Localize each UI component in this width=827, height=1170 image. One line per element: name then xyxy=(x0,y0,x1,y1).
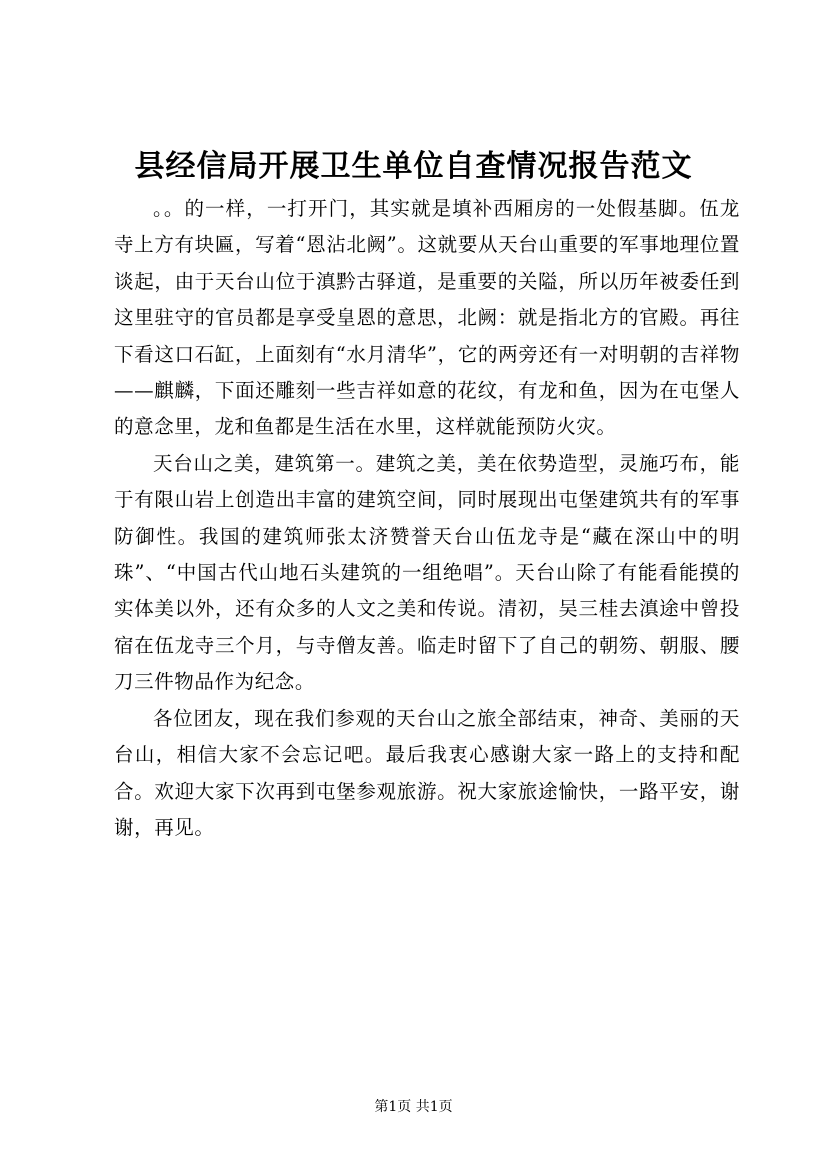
document-title: 县经信局开展卫生单位自查情况报告范文 xyxy=(134,149,693,184)
body-paragraph-2: 天台山之美，建筑第一。建筑之美，美在依势造型，灵施巧布，能于有限山岩上创造出丰富的建筑空间，同时展现出屯堡建筑共有的军事防御性。我国的建筑师张太济赞誉天台山伍龙寺是“藏在深山中的明珠”、“中国古代山地石头建筑的一组绝唱”。天台山除了有能看能摸的实体美以外，还有众多的人文之美和传说。清初，吴三桂去滇途中曾投宿在伍龙寺三个月，与寺僧友善。临走时留下了自己的朝笏、朝服、腰刀三件物品作为纪念。 xyxy=(114,451,740,694)
page-number-footer: 第1页 共1页 xyxy=(374,1099,453,1115)
body-paragraph-3: 各位团友，现在我们参观的天台山之旅全部结束，神奇、美丽的天台山，相信大家不会忘记吧。最后我衷心感谢大家一路上的支持和配合。欢迎大家下次再到屯堡参观旅游。祝大家旅途愉快，一路平安，谢谢，再见。 xyxy=(114,706,740,839)
body-paragraph-1: 。。的一样，一打开门，其实就是填补西厢房的一处假基脚。伍龙寺上方有块匾，写着“恩沾北阙”。这就要从天台山重要的军事地理位置谈起，由于天台山位于滇黔古驿道，是重要的关隘，所以历年被委任到这里驻守的官员都是享受皇恩的意思，北阙：就是指北方的官殿。再往下看这口石缸，上面刻有“水月清华”，它的两旁还有一对明朝的吉祥物——麒麟，下面还雕刻一些吉祥如意的花纹，有龙和鱼，因为在屯堡人的意念里，龙和鱼都是生活在水里，这样就能预防火灾。 xyxy=(114,197,740,439)
document-body xyxy=(114,191,740,846)
